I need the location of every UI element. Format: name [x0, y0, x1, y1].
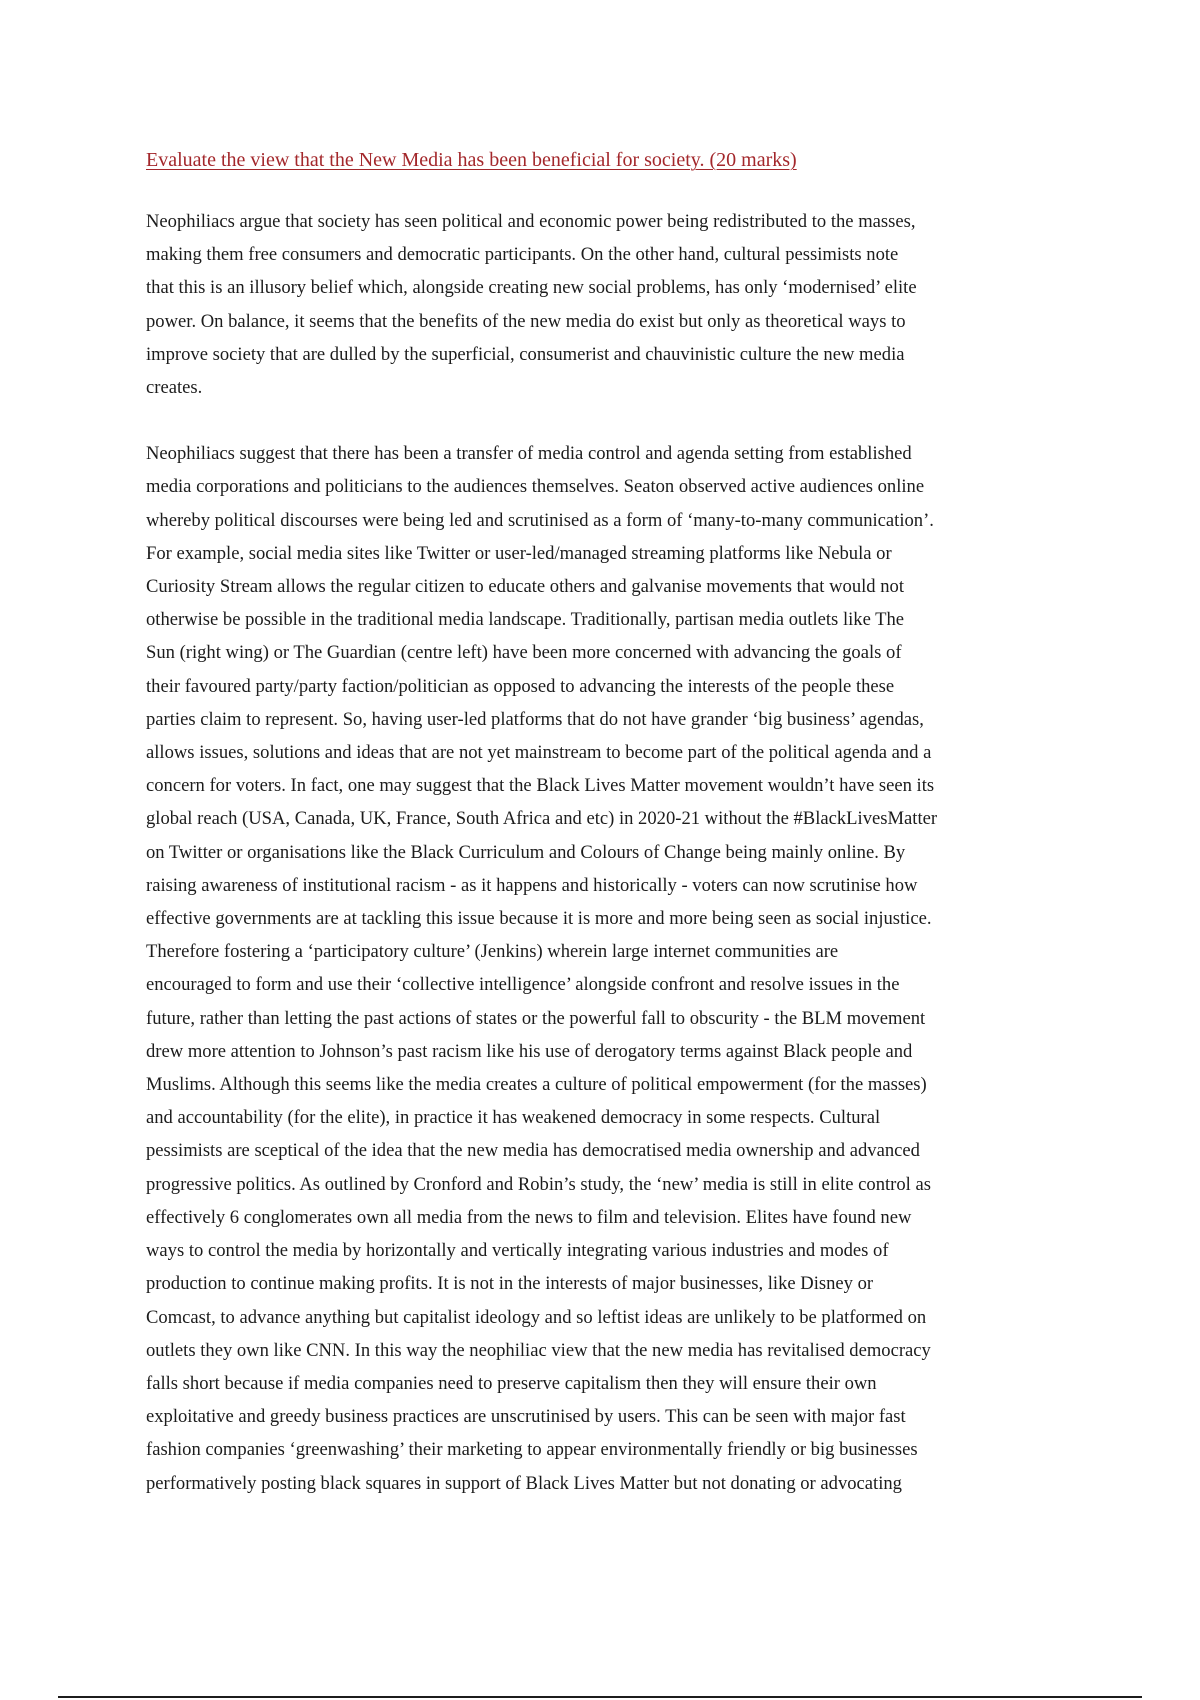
- paragraph-body: [146, 437, 1066, 1500]
- text-line: exploitative and greedy business practices are unscrutinised by users. This can be seen with major fast: [146, 1406, 906, 1428]
- text-line: media corporations and politicians to the audiences themselves. Seaton observed active audiences online: [146, 476, 925, 498]
- text-line: Neophiliacs suggest that there has been a transfer of media control and agenda setting from established: [146, 443, 912, 465]
- text-line: Muslims. Although this seems like the media creates a culture of political empowerment (for the masses): [146, 1074, 927, 1096]
- text-line: falls short because if media companies need to preserve capitalism then they will ensure their own: [146, 1372, 877, 1394]
- text-line: power. On balance, it seems that the benefits of the new media do exist but only as theoretical ways to: [146, 310, 906, 332]
- text-line: drew more attention to Johnson’s past racism like his use of derogatory terms against Black people and: [146, 1040, 913, 1062]
- text-line: For example, social media sites like Twitter or user-led/managed streaming platforms like Nebula or: [146, 542, 892, 564]
- text-line: their favoured party/party faction/politician as opposed to advancing the interests of the people these: [146, 675, 895, 697]
- text-line: production to continue making profits. It is not in the interests of major businesses, like Disney or: [146, 1273, 874, 1295]
- text-line: effectively 6 conglomerates own all media from the news to film and television. Elites have found new: [146, 1206, 912, 1228]
- paragraph-spacer: [146, 404, 1066, 437]
- text-line: improve society that are dulled by the superficial, consumerist and chauvinistic culture the new media: [146, 343, 905, 365]
- essay-question-title: Evaluate the view that the New Media has been beneficial for society. (20 marks): [146, 149, 797, 171]
- paragraph-introduction: [146, 205, 1066, 404]
- text-line: Neophiliacs argue that society has seen political and economic power being redistributed to the masses,: [146, 211, 916, 232]
- page-bottom-divider: [58, 1696, 1142, 1698]
- text-line: that this is an illusory belief which, alongside creating new social problems, has only ‘modernised’ elite: [146, 277, 917, 299]
- text-line: global reach (USA, Canada, UK, France, South Africa and etc) in 2020-21 without the #BlackLivesMatter: [146, 808, 938, 830]
- text-line: whereby political discourses were being led and scrutinised as a form of ‘many-to-many communication’.: [146, 509, 934, 531]
- text-line: future, rather than letting the past actions of states or the powerful fall to obscurity - the BLM movement: [146, 1007, 926, 1029]
- text-line: Comcast, to advance anything but capitalist ideology and so leftist ideas are unlikely to be platformed on: [146, 1306, 927, 1328]
- text-line: parties claim to represent. So, having user-led platforms that do not have grander ‘big business’ agendas,: [146, 708, 924, 730]
- text-line: making them free consumers and democratic participants. On the other hand, cultural pessimists note: [146, 244, 899, 266]
- text-line: outlets they own like CNN. In this way the neophiliac view that the new media has revitalised democracy: [146, 1339, 931, 1361]
- text-line: raising awareness of institutional racism - as it happens and historically - voters can now scrutinise how: [146, 874, 918, 896]
- text-line: pessimists are sceptical of the idea that the new media has democratised media ownership and advanced: [146, 1140, 920, 1162]
- text-line: progressive politics. As outlined by Cronford and Robin’s study, the ‘new’ media is still in elite control as: [146, 1173, 931, 1195]
- text-line: otherwise be possible in the traditional media landscape. Traditionally, partisan media outlets like The: [146, 609, 905, 631]
- text-line: Sun (right wing) or The Guardian (centre left) have been more concerned with advancing the goals of: [146, 642, 902, 664]
- text-line: concern for voters. In fact, one may suggest that the Black Lives Matter movement wouldn’t have seen its: [146, 775, 935, 797]
- document-body: [146, 145, 1066, 1500]
- text-line: creates.: [146, 377, 203, 399]
- text-line: ways to control the media by horizontally and vertically integrating various industries and modes of: [146, 1240, 889, 1262]
- text-line: effective governments are at tackling this issue because it is more and more being seen as social injustice.: [146, 908, 932, 930]
- text-line: allows issues, solutions and ideas that are not yet mainstream to become part of the political agenda and a: [146, 742, 932, 764]
- text-line: fashion companies ‘greenwashing’ their marketing to appear environmentally friendly or big businesses: [146, 1439, 918, 1461]
- text-line: on Twitter or organisations like the Black Curriculum and Colours of Change being mainly online. By: [146, 841, 906, 863]
- text-line: encouraged to form and use their ‘collective intelligence’ alongside confront and resolve issues in the: [146, 974, 900, 996]
- text-line: performatively posting black squares in support of Black Lives Matter but not donating or advocating: [146, 1472, 902, 1494]
- text-line: and accountability (for the elite), in practice it has weakened democracy in some respects. Cultural: [146, 1107, 881, 1129]
- text-line: Therefore fostering a ‘participatory culture’ (Jenkins) wherein large internet communities are: [146, 941, 839, 963]
- text-line: Curiosity Stream allows the regular citizen to educate others and galvanise movements that would not: [146, 576, 905, 598]
